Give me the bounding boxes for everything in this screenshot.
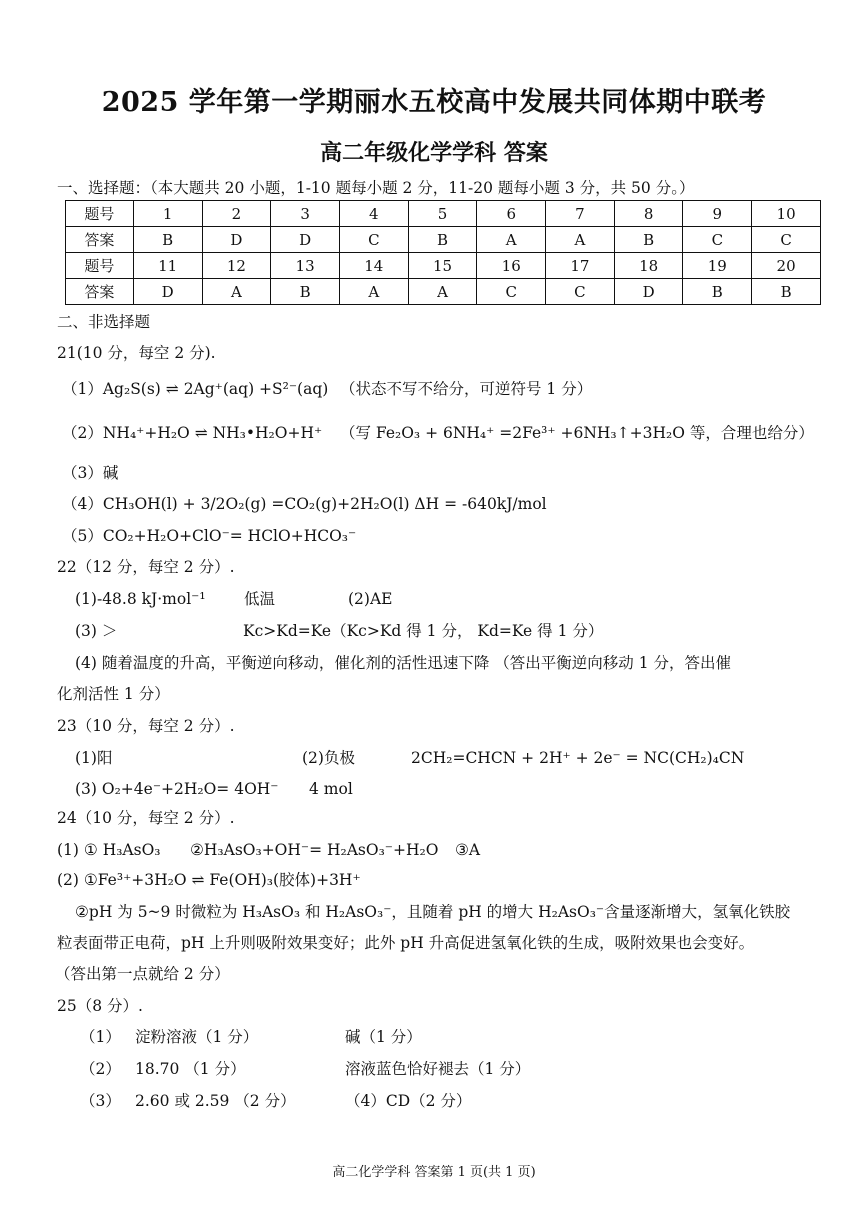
- q21-answer-5: （5）CO₂+H₂O+ClO⁻= HClO+HCO₃⁻: [62, 527, 357, 545]
- table-cell: 19: [683, 253, 752, 279]
- q23-answer-1: (1)阳: [75, 749, 113, 767]
- q25-row2-answer: 18.70 （1 分）: [135, 1060, 246, 1078]
- q22-answer-2: (2)AE: [348, 590, 393, 608]
- table-cell: 6: [477, 201, 546, 227]
- table-row: [66, 253, 821, 279]
- q25-row1-num: （1）: [80, 1028, 121, 1046]
- table-cell: B: [752, 279, 821, 305]
- table-cell: 18: [614, 253, 683, 279]
- q21-answer-3: （3）碱: [62, 464, 119, 482]
- q21-answer-2-note: （写 Fe₂O₃ + 6NH₄⁺ =2Fe³⁺ +6NH₃↑+3H₂O 等，合理也给分）: [340, 424, 814, 442]
- page-footer: 高二化学学科 答案第 1 页(共 1 页): [332, 1165, 536, 1180]
- document-title: 2025 学年第一学期丽水五校高中发展共同体期中联考: [101, 87, 767, 118]
- table-cell: B: [271, 279, 340, 305]
- q24-answer-1c: ③A: [455, 841, 481, 859]
- table-cell: A: [202, 279, 271, 305]
- section2-heading: 二、非选择题: [57, 313, 151, 331]
- table-cell: C: [546, 279, 615, 305]
- q22-answer-3: (3) ＞: [75, 622, 118, 640]
- table-row-header-cell: 答案: [66, 227, 134, 253]
- table-cell: A: [477, 227, 546, 253]
- table-cell: B: [614, 227, 683, 253]
- table-cell: A: [339, 279, 408, 305]
- q21-answer-2: （2）NH₄⁺+H₂O ⇌ NH₃•H₂O+H⁺: [62, 424, 323, 442]
- q24-answer-1b: ②H₃AsO₃+OH⁻= H₂AsO₃⁻+H₂O: [190, 841, 439, 859]
- table-cell: C: [477, 279, 546, 305]
- table-cell: C: [683, 227, 752, 253]
- table-cell: C: [339, 227, 408, 253]
- q24-answer-2b-line1: ②pH 为 5~9 时微粒为 H₃AsO₃ 和 H₂AsO₃⁻，且随着 pH 的增大 H₂AsO₃⁻含量逐渐增大，氢氧化铁胶: [75, 903, 791, 921]
- q23-answer-3: (3) O₂+4e⁻+2H₂O= 4OH⁻: [75, 780, 279, 798]
- q22-answer-4-line2: 化剂活性 1 分）: [57, 685, 170, 703]
- table-cell: D: [271, 227, 340, 253]
- q25-row2-answer-b: 溶液蓝色恰好褪去（1 分）: [345, 1060, 531, 1078]
- table-cell: 12: [202, 253, 271, 279]
- q25-row1-answer: 淀粉溶液（1 分）: [135, 1028, 259, 1046]
- table-cell: A: [546, 227, 615, 253]
- table-row: [66, 201, 821, 227]
- q21-answer-4: （4）CH₃OH(l) + 3/2O₂(g) =CO₂(g)+2H₂O(l) ΔH = -640kJ/mol: [62, 495, 547, 513]
- table-cell: 17: [546, 253, 615, 279]
- q22-answer-4-line1: (4) 随着温度的升高，平衡逆向移动，催化剂的活性迅速下降 （答出平衡逆向移动 1 分，答出催: [75, 654, 732, 672]
- q21-answer-1-note: （状态不写不给分，可逆符号 1 分）: [340, 380, 593, 398]
- table-row-header-cell: 答案: [66, 279, 134, 305]
- table-cell: A: [408, 279, 477, 305]
- q24-answer-2a: (2) ①Fe³⁺+3H₂O ⇌ Fe(OH)₃(胶体)+3H⁺: [57, 871, 361, 889]
- table-cell: B: [408, 227, 477, 253]
- table-cell: 3: [271, 201, 340, 227]
- q24-answer-2b-line3: （答出第一点就给 2 分）: [55, 965, 230, 983]
- q22-answer-1b: 低温: [244, 590, 276, 608]
- table-cell: 20: [752, 253, 821, 279]
- document-subtitle: 高二年级化学学科 答案: [320, 140, 548, 166]
- table-cell: 2: [202, 201, 271, 227]
- answer-table: [65, 200, 821, 305]
- table-cell: 15: [408, 253, 477, 279]
- table-cell: 14: [339, 253, 408, 279]
- table-cell: 1: [133, 201, 202, 227]
- q23-header: 23（10 分，每空 2 分）.: [57, 717, 235, 735]
- q22-answer-3b: Kc>Kd=Ke（Kc>Kd 得 1 分， Kd=Ke 得 1 分）: [243, 622, 604, 640]
- q24-answer-2b-line2: 粒表面带正电荷，pH 上升则吸附效果变好；此外 pH 升高促进氢氧化铁的生成，吸附效果也会变好。: [57, 934, 755, 952]
- table-cell: 13: [271, 253, 340, 279]
- table-row-header-cell: 题号: [66, 201, 134, 227]
- q25-row3-num: （3）: [80, 1092, 121, 1110]
- table-cell: 5: [408, 201, 477, 227]
- table-cell: D: [202, 227, 271, 253]
- q23-answer-2: (2)负极: [302, 749, 355, 767]
- table-cell: 11: [133, 253, 202, 279]
- q25-row2-num: （2）: [80, 1060, 121, 1078]
- section1-heading: 一、选择题：（本大题共 20 小题，1-10 题每小题 2 分，11-20 题每小题 3 分，共 50 分。）: [57, 179, 695, 197]
- table-row-header-cell: 题号: [66, 253, 134, 279]
- q22-header: 22（12 分，每空 2 分）.: [57, 558, 235, 576]
- table-cell: 4: [339, 201, 408, 227]
- q25-row1-answer-b: 碱（1 分）: [345, 1028, 422, 1046]
- q25-header: 25（8 分）.: [57, 997, 143, 1015]
- q24-answer-1a: (1) ① H₃AsO₃: [57, 841, 161, 859]
- q22-answer-1: (1)-48.8 kJ·mol⁻¹: [75, 590, 206, 608]
- table-cell: C: [752, 227, 821, 253]
- q21-header: 21(10 分，每空 2 分).: [57, 344, 216, 362]
- table-cell: B: [683, 279, 752, 305]
- table-cell: 10: [752, 201, 821, 227]
- q25-row3-answer: 2.60 或 2.59 （2 分）: [135, 1092, 296, 1110]
- table-cell: D: [133, 279, 202, 305]
- table-cell: 8: [614, 201, 683, 227]
- table-row: [66, 227, 821, 253]
- table-cell: 7: [546, 201, 615, 227]
- q23-answer-3b: 4 mol: [309, 780, 353, 798]
- table-cell: 16: [477, 253, 546, 279]
- table-row: [66, 279, 821, 305]
- q21-answer-1: （1）Ag₂S(s) ⇌ 2Ag⁺(aq) +S²⁻(aq): [62, 380, 329, 398]
- q25-row3-answer-b: （4）CD（2 分）: [345, 1092, 472, 1110]
- q23-answer-2b: 2CH₂=CHCN + 2H⁺ + 2e⁻ = NC(CH₂)₄CN: [411, 749, 745, 767]
- table-cell: 9: [683, 201, 752, 227]
- q24-header: 24（10 分，每空 2 分）.: [57, 809, 235, 827]
- table-cell: D: [614, 279, 683, 305]
- table-cell: B: [133, 227, 202, 253]
